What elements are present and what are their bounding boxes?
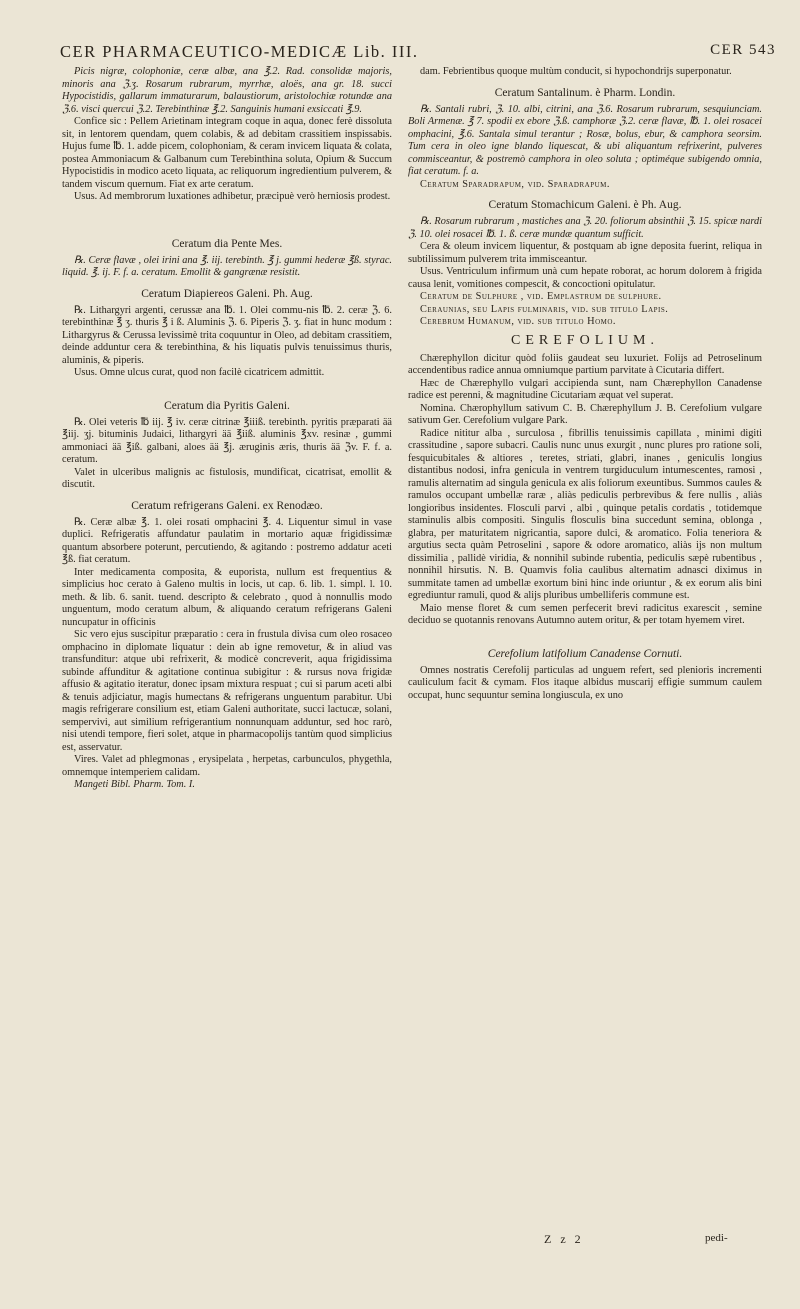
paragraph: Mangeti Bibl. Pharm. Tom. I. — [74, 779, 195, 790]
left-column — [62, 66, 392, 792]
paragraph: ℞. Ceræ albæ ℥. 1. olei rosati omphacini ℥. 4. Liquentur simul in vase duplici. Refrigeratis affundatur paulatim in mortario aquæ frigidissimæ quantum absorbere poterunt, percutiendo, & agitando : postremo addatur aceti ℥ß. fiat ceratum. — [62, 516, 392, 565]
paragraph: Usus. Ad membrorum luxationes adhibetur, præcipuè verò herniosis prodest. — [74, 191, 391, 202]
catchword: pedi- — [705, 1232, 728, 1244]
page-number: CER 543 — [710, 42, 776, 58]
running-header — [60, 42, 776, 62]
paragraph: Nomina. Chærophyllum sativum C. B. Chærephyllum J. B. Cerefolium vulgare sativum Ger. Cerefolium vulgare Park. — [408, 402, 762, 426]
paragraph: Vires. Valet ad phlegmonas , erysipelata , herpetas, carbunculos, phygethla, omnemque intemperiem calidam. — [62, 754, 392, 778]
paragraph: Maio mense floret & cum semen perfecerit brevi radicitus exarescit , semine deciduo se quotannis renovans Autumno autem oritur, & per totam hyemem viret. — [408, 602, 762, 626]
entry-title: CEREFOLIUM. — [511, 332, 659, 348]
paragraph: Inter medicamenta composita, & euporista, nullum est frequentius & simplicius hoc cerato à Galeno multis in locis, ut cap. 6. lib. 1. simpl. l. 10. meth. & lib. 6. sanit. tuend. descripto & celebrato , quod à nonnullis modo unguentum, modo ceratum album, & aliquando ceratum refrigerans Galeni nuncupatur in officinis — [62, 566, 392, 628]
running-title: CER PHARMACEUTICO-MEDICÆ Lib. III. — [60, 42, 419, 61]
paragraph: Ceraunias, seu Lapis fulminaris, vid. sub titulo Lapis. — [420, 303, 669, 315]
section-heading: Ceratum Diapiereos Galeni. Ph. Aug. — [141, 287, 313, 300]
paragraph: Usus. Omne ulcus curat, quod non facilè cicatricem admittit. — [74, 367, 325, 378]
paragraph: Usus. Ventriculum infirmum unà cum hepate roborat, ac horum dolorem à frigida causa lenit, vomitiones compescit, & concoctioni opitulatur. — [408, 266, 762, 290]
paragraph: Confice sic : Pellem Arietinam integram coque in aqua, donec ferè dissoluta sit, in lentorem quendam, quem colabis, & ad debitam crassitiem inspissabis. Hujus fume ℔. 1. adde picem, colophoniam, & ceram invicem liquata & colata, postea Ammoniacum & Galbanum cum Terebinthina soluta, Opium & Succum Hypocistidis in modico aceto liquata, ac reliquorum ingredientium pulverem, & tandem viscum quernum. Fiat ex arte ceratum. — [62, 116, 392, 190]
paragraph: Omnes nostratis Cerefolij particulas ad unguem refert, sed plenioris incrementi cauliculum facit & cymam. Flos itaque albidus muscarij effigie summum caulem occupat, hunc sequuntur semina longiuscula, ex uno — [408, 664, 762, 701]
section-heading: Ceratum dia Pente Mes. — [171, 237, 283, 250]
section-heading: Ceratum dia Pyritis Galeni. — [164, 399, 290, 412]
paragraph: ℞. Lithargyri argenti, cerussæ ana ℔. 1. Olei commu-nis ℔. 2. ceræ ℨ. 6. terebinthinæ ℥ ʒ. thuris ℥ i ß. Aluminis ℨ. 6. Piperis ℨ. ʒ. fiat in hunc modum : Lithargyrus & Cerussa levissimè trita coquuntur in Oleo, ad debitam crassitiem, deinde adduntur cera & terebinthina, & his liquatis pulvis tenuissimus thuris, aluminis, & piperis. — [62, 304, 392, 366]
paragraph: Ceratum Sparadrapum, vid. Sparadrapum. — [420, 178, 610, 190]
paragraph: dam. Febrientibus quoque multùm conducit, si hypochondrijs superponatur. — [420, 66, 732, 77]
paragraph: Radice nititur alba , surculosa , fibrillis tenuissimis capillata , minimi digiti crassitudine , sapore subacri. Caulis nunc unus exurgit , nunc plures pro ratione soli, fesquicubitales & altiores , teretes, striati, glabri, inanes , geniculis longius distantibus nodosi, infra genicula in ventrem turgiduculum intumescentes, ramosi , ramulis alternatim ad singula genicula ex alis foliorum exeuntibus. Summos caules & ramulos occupant umbellæ raræ , aliàs pediculis perbrevibus & fere nullis , aliàs longioribus insidentes. Flosculi parvi , albi , quinque petalis cordatis , totidemque staminulis albis compositi. Singulis flosculis bina succedunt semina, oblonga , glabra, per maturitatem nigricantia, sapore dulci, & aromatico. Folia teneriora & argutius secta quàm Petroselini , sapore & odore aromatico, aliàs ijs non multum dissimilia , pallidè viridia, & nonnihil subinde rubentia, pediculis sæpè rubentibus , nonnihil hirsutis. N. B. Quamvis folia caulibus alternatim adnasci diximus in summitate tamen ad umbellæ exortum bini hinc inde oriuntur , & ex eorum alis bini egrediuntur ramuli, quod & alijs pluribus umbelliferis commune est. — [408, 427, 762, 601]
section-heading: Cerefolium latifolium Canadense Cornuti. — [487, 647, 683, 660]
paragraph: ℞. Santali rubri, ℨ. 10. albi, citrini, ana ℨ.6. Rosarum rubrarum, sesquiunciam. Boli Armenæ. ℥ 7. spodii ex ebore ℨ.ß. camphoræ ℨ.2. ceræ flavæ, ℔. 1. olei rosacei omphacini, ℥.6. Santala simul terantur ; Rosæ, bolus, ebur, & camphora seorsim. Tum cera in oleo igne blando liquescat, & ubi aliquantum refrixerint, pulveres commisceantur, & postremò camphora in oleo soluta ; optiméque subigendo omnia, fiat ceratum. f. a. — [408, 103, 762, 177]
paragraph: Picis nigræ, colophoniæ, ceræ albæ, ana ℥.2. Rad. consolidæ majoris, minoris ana ℨ.ʒ. Rosarum rubrarum, myrrhæ, aloës, ana gr. 18. succi Hypocistidis, gallarum immaturarum, balaustiorum, aristolochiæ rotundæ ana ℨ.6. visci quercui ℨ.2. Terebinthinæ ℥.2. Sanguinis humani exsiccati ℥.9. — [62, 66, 392, 115]
spacer — [62, 380, 392, 392]
section-heading: Ceratum refrigerans Galeni. ex Renodæo. — [131, 499, 323, 512]
spacer — [62, 204, 392, 230]
spacer — [408, 628, 762, 640]
paragraph: ℞. Rosarum rubrarum , mastiches ana ℨ. 20. foliorum absinthii ℨ. 15. spicæ nardi ℨ. 10. olei rosacei ℔. 1. ß. ceræ mundæ quantum sufficit. — [408, 216, 762, 240]
paragraph: Chærephyllon dicitur quòd foliis gaudeat seu luxuriet. Folijs ad Petroselinum accendentibus radice annua omniumque partium parvitate à Cicutaria differt. — [408, 352, 762, 376]
section-heading: Ceratum Stomachicum Galeni. è Ph. Aug. — [488, 199, 682, 211]
signature-mark: Z z 2 — [544, 1232, 584, 1246]
paragraph: Ceratum de Sulphure , vid. Emplastrum de sulphure. — [420, 291, 662, 302]
paragraph: ℞. Ceræ flavæ , olei irini ana ℥. iij. terebinth. ℥ j. gummi hederæ ℥ß. styrac. liquid. ℥. ij. F. f. a. ceratum. Emollit & gangrænæ resistit. — [62, 254, 392, 278]
paragraph: ℞. Olei veteris ℔ iij. ℥ iv. ceræ citrinæ ℥iiiß. terebinth. pyritis præparati ää ℥iij. ʒj. bituminis Judaici, lithargyri ää ℥iiß. aluminis ℥xv. resinæ , gummi ammoniaci ää ℥iß. galbani, aloes ää ℥j. æruginis æris, thuris ää ℨv. F. f. a. ceratum. — [62, 416, 392, 465]
paragraph: Cera & oleum invicem liquentur, & postquam ab igne deposita fuerint, reliqua in subtilissimum pulverem trita immisceantur. — [408, 241, 762, 265]
right-column — [408, 66, 762, 702]
paragraph: Cerebrum Humanum, vid. sub titulo Homo. — [420, 316, 617, 327]
paragraph: Sic vero ejus suscipitur præparatio : cera in frustula divisa cum oleo rosaceo omphacino in diplomate liquatur : dein ab igne removetur, & in aliud vas transfunditur: atque ubi refrixerit, & modicè concreverit, aqua frigidissima subinde affunditur & agitatione continua subigitur : & rursus nova frigidæ affusio & agitatio iteratur, donec ipsam mixtura respuat ; cui si parum aceti albi & tenuis adjiciatur, magis humectans & refrigerans unguentum parabitur. Ubi magis refrigerare consilium est, etiam Galeni authoritate, succi lactucæ, solani, sempervivi, aut similium refrigerantium nonnunquam adduntur, sed hoc rarò, nisi utendi tempore, fieri solet, atque in pharmacopolijs tantùm quod simplicius est, asservatur. — [62, 629, 392, 753]
paragraph: Hæc de Chærephyllo vulgari accipienda sunt, nam Chærephyllon Canadense radice est perenni, & magnitudine Cicutariam æquat vel superat. — [408, 377, 762, 401]
section-heading: Ceratum Santalinum. è Pharm. Londin. — [494, 86, 676, 99]
paragraph: Valet in ulceribus malignis ac fistulosis, mundificat, cicatrisat, emollit & discutit. — [62, 466, 392, 490]
